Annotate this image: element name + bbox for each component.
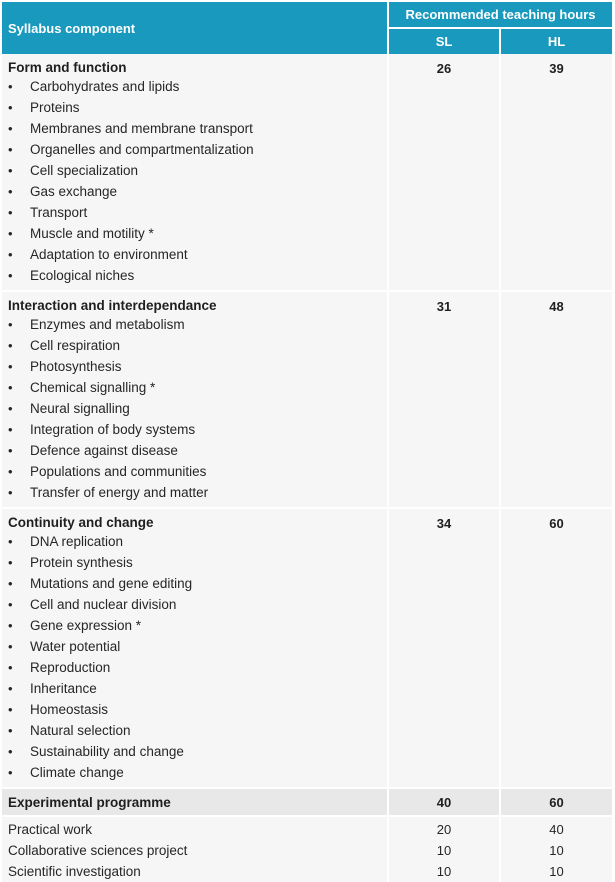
list-item [2, 314, 387, 335]
bullet-icon: • [8, 744, 13, 759]
topic-label: Membranes and membrane transport [30, 121, 253, 136]
list-item [2, 335, 387, 356]
topic-label: Enzymes and metabolism [30, 317, 185, 332]
list-item [2, 440, 387, 461]
bullet-icon: • [8, 639, 13, 654]
hl-header: HL [500, 28, 612, 54]
bullet-icon: • [8, 464, 13, 479]
topic-label: DNA replication [30, 534, 124, 549]
list-item [2, 76, 387, 97]
list-item [2, 244, 387, 265]
list-item [2, 594, 387, 615]
row-label: Collaborative sciences project [2, 840, 388, 861]
topic-label: Organelles and compartmentalization [30, 142, 254, 157]
bullet-icon: • [8, 338, 13, 353]
list-item [2, 356, 387, 377]
list-item [2, 720, 387, 741]
bullet-icon: • [8, 681, 13, 696]
list-item [2, 762, 387, 783]
sl-hours: 26 [388, 54, 500, 291]
list-item [2, 678, 387, 699]
row-label: Scientific investigation [2, 861, 388, 882]
list-item [2, 377, 387, 398]
bullet-icon: • [8, 142, 13, 157]
bullet-icon: • [8, 422, 13, 437]
bullet-icon: • [8, 163, 13, 178]
section-row-continuity-and-change [2, 508, 612, 788]
list-item [2, 181, 387, 202]
list-item [2, 118, 387, 139]
topic-label: Adaptation to environment [30, 247, 188, 262]
topic-label: Defence against disease [30, 443, 178, 458]
header-row-top [2, 2, 612, 28]
topic-label: Transfer of energy and matter [30, 485, 209, 500]
section-cell [2, 508, 388, 788]
sl-hours: 20 [388, 816, 500, 840]
syllabus-component-header: Syllabus component [8, 20, 136, 36]
bullet-icon: • [8, 576, 13, 591]
topic-label: Cell specialization [30, 163, 139, 178]
bullet-icon: • [8, 765, 13, 780]
row-label: Practical work [2, 816, 388, 840]
topic-label: Homeostasis [30, 702, 109, 717]
list-item [2, 461, 387, 482]
topic-list [2, 76, 387, 290]
topic-label: Populations and communities [30, 464, 207, 479]
list-item [2, 419, 387, 440]
topic-label: Ecological niches [30, 268, 135, 283]
topic-label: Climate change [30, 765, 124, 780]
topic-label: Integration of body systems [30, 422, 196, 437]
list-item [2, 531, 387, 552]
bullet-icon: • [8, 380, 13, 395]
bullet-icon: • [8, 317, 13, 332]
list-item [2, 398, 387, 419]
topic-label: Transport [30, 205, 88, 220]
bullet-icon: • [8, 485, 13, 500]
topic-label: Chemical signalling * [30, 380, 156, 395]
bullet-icon: • [8, 618, 13, 633]
topic-label: Sustainability and change [30, 744, 184, 759]
list-item [2, 657, 387, 678]
table-row [2, 816, 612, 840]
table-row [2, 861, 612, 882]
topic-label: Reproduction [30, 660, 111, 675]
section-cell [2, 291, 388, 508]
bullet-icon: • [8, 660, 13, 675]
list-item [2, 615, 387, 636]
topic-label: Natural selection [30, 723, 131, 738]
topic-label: Mutations and gene editing [30, 576, 193, 591]
list-item [2, 636, 387, 657]
bullet-icon: • [8, 205, 13, 220]
topic-label: Water potential [30, 639, 121, 654]
list-item [2, 482, 387, 503]
list-item [2, 139, 387, 160]
sl-hours: 34 [388, 508, 500, 788]
bullet-icon: • [8, 268, 13, 283]
list-item [2, 160, 387, 181]
topic-list [2, 314, 387, 507]
recommended-hours-header: Recommended teaching hours [388, 2, 612, 28]
table-row [2, 840, 612, 861]
list-item [2, 699, 387, 720]
section-title: Interaction and interdependance [8, 298, 217, 313]
syllabus-table [2, 2, 612, 882]
sl-hours: 10 [388, 840, 500, 861]
sl-hours: 10 [388, 861, 500, 882]
list-item [2, 741, 387, 762]
bullet-icon: • [8, 555, 13, 570]
experimental-programme-row [2, 788, 612, 816]
hl-hours: 40 [500, 816, 612, 840]
list-item [2, 552, 387, 573]
hl-hours: 48 [500, 291, 612, 508]
hl-hours: 10 [500, 840, 612, 861]
bullet-icon: • [8, 597, 13, 612]
bullet-icon: • [8, 443, 13, 458]
bullet-icon: • [8, 121, 13, 136]
topic-label: Muscle and motility * [30, 226, 154, 241]
experimental-programme-title: Experimental programme [2, 788, 388, 816]
bullet-icon: • [8, 534, 13, 549]
bullet-icon: • [8, 100, 13, 115]
topic-label: Cell respiration [30, 338, 121, 353]
list-item [2, 265, 387, 286]
bullet-icon: • [8, 359, 13, 374]
topic-label: Cell and nuclear division [30, 597, 177, 612]
topic-label: Gene expression * [30, 618, 142, 633]
sl-hours: 31 [388, 291, 500, 508]
section-row-interaction-and-interdependance [2, 291, 612, 508]
bullet-icon: • [8, 184, 13, 199]
bullet-icon: • [8, 79, 13, 94]
list-item [2, 97, 387, 118]
list-item [2, 202, 387, 223]
list-item [2, 223, 387, 244]
topic-label: Gas exchange [30, 184, 118, 199]
sl-hours: 40 [388, 788, 500, 816]
section-row-form-and-function [2, 54, 612, 291]
section-cell [2, 54, 388, 291]
bullet-icon: • [8, 723, 13, 738]
topic-label: Neural signalling [30, 401, 130, 416]
topic-label: Protein synthesis [30, 555, 133, 570]
bullet-icon: • [8, 702, 13, 717]
bullet-icon: • [8, 226, 13, 241]
section-title: Continuity and change [8, 515, 154, 530]
hl-hours: 10 [500, 861, 612, 882]
bullet-icon: • [8, 401, 13, 416]
hl-hours: 60 [500, 788, 612, 816]
topic-label: Proteins [30, 100, 80, 115]
hl-hours: 39 [500, 54, 612, 291]
topic-label: Inheritance [30, 681, 97, 696]
topic-list [2, 531, 387, 787]
section-title: Form and function [8, 60, 127, 75]
topic-label: Photosynthesis [30, 359, 122, 374]
sl-header: SL [388, 28, 500, 54]
list-item [2, 573, 387, 594]
hl-hours: 60 [500, 508, 612, 788]
bullet-icon: • [8, 247, 13, 262]
topic-label: Carbohydrates and lipids [30, 79, 180, 94]
